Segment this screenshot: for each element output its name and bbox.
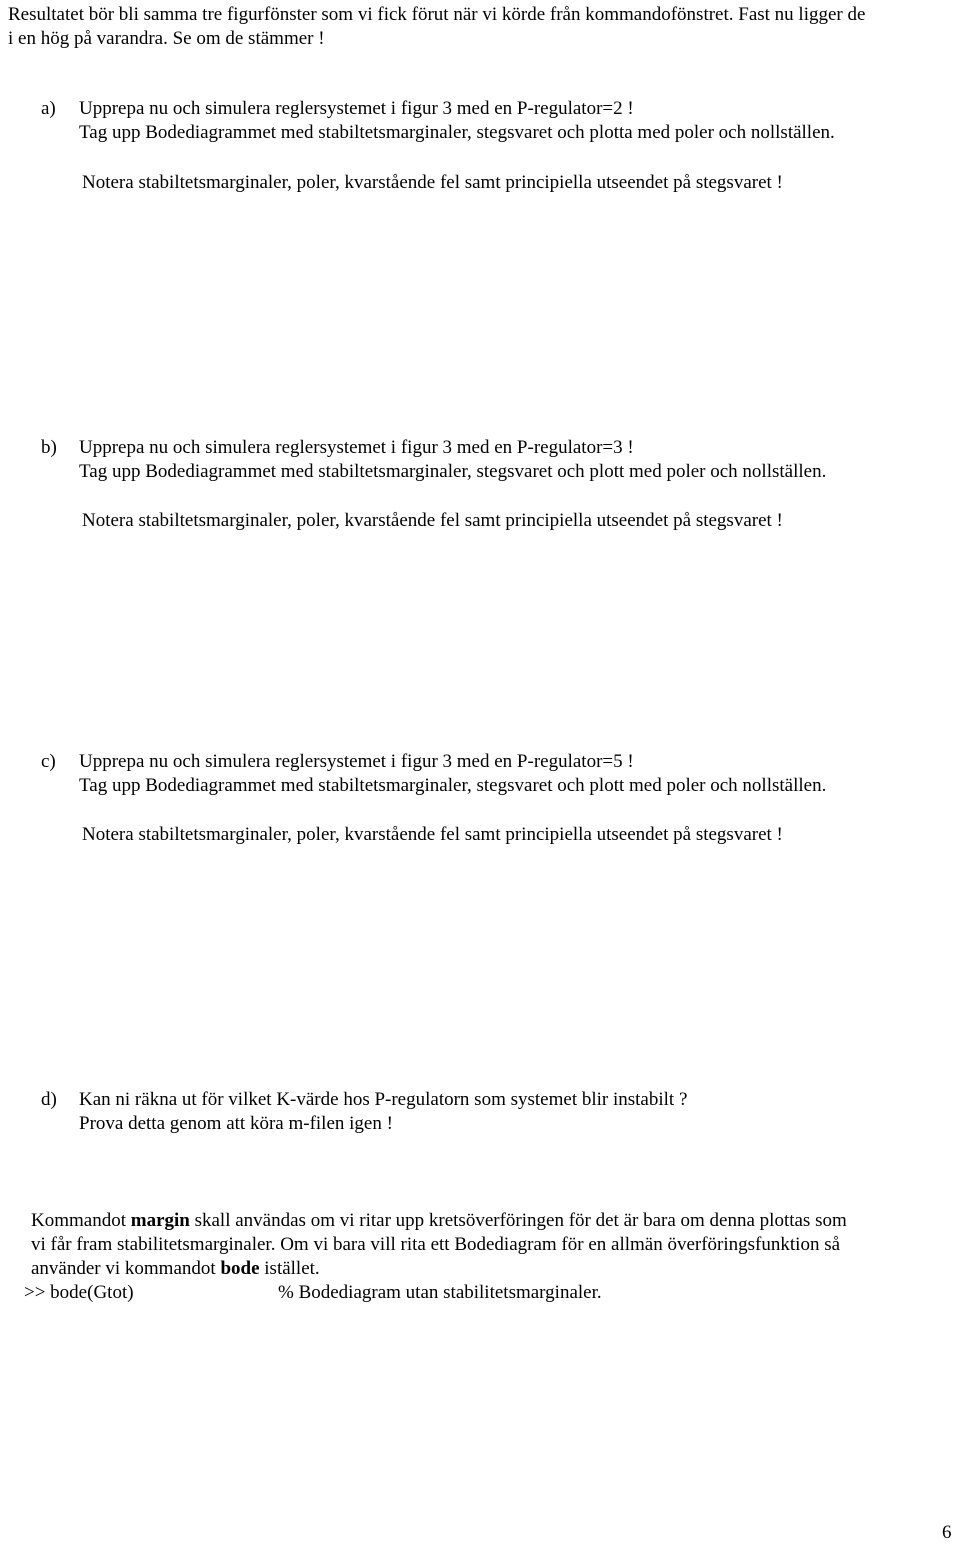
intro-line-1: Resultatet bör bli samma tre figurfönster som vi fick förut när vi körde från kommandofönstret. Fast nu ligger de	[8, 4, 866, 25]
task-b-line-1: Upprepa nu och simulera reglersystemet i figur 3 med en P-regulator=3 !	[79, 437, 634, 458]
task-a-line-1: Upprepa nu och simulera reglersystemet i figur 3 med en P-regulator=2 !	[79, 98, 634, 119]
task-a-label: a)	[41, 98, 56, 119]
page-number: 6	[942, 1522, 952, 1543]
task-c-note: Notera stabiltetsmarginaler, poler, kvarstående fel samt principiella utseendet på stegsvaret !	[82, 824, 783, 845]
footer-line-2: vi får fram stabilitetsmarginaler. Om vi bara vill rita ett Bodediagram för en allmän överföringsfunktion så	[31, 1234, 841, 1255]
footer-text: skall användas om vi ritar upp kretsöverföringen för det är bara om denna plottas som	[189, 1210, 847, 1231]
footer-text: istället.	[259, 1258, 320, 1279]
command-comment: % Bodediagram utan stabilitetsmarginaler.	[278, 1282, 602, 1303]
task-d-label: d)	[41, 1089, 57, 1110]
footer-text: Kommandot	[31, 1210, 131, 1231]
task-b-note: Notera stabiltetsmarginaler, poler, kvarstående fel samt principiella utseendet på stegsvaret !	[82, 510, 783, 531]
task-c-line-1: Upprepa nu och simulera reglersystemet i figur 3 med en P-regulator=5 !	[79, 751, 634, 772]
intro-line-2: i en hög på varandra. Se om de stämmer !	[8, 28, 325, 49]
task-b-label: b)	[41, 437, 57, 458]
task-c-line-2: Tag upp Bodediagrammet med stabiltetsmarginaler, stegsvaret och plott med poler och nollställen.	[79, 775, 827, 796]
task-c-label: c)	[41, 751, 56, 772]
footer-line-1	[31, 1210, 847, 1232]
task-a-line-2: Tag upp Bodediagrammet med stabiltetsmarginaler, stegsvaret och plotta med poler och nollställen.	[79, 122, 835, 143]
bode-keyword: bode	[220, 1258, 260, 1279]
footer-text: använder vi kommandot	[31, 1258, 221, 1279]
task-b-line-2: Tag upp Bodediagrammet med stabiltetsmarginaler, stegsvaret och plott med poler och nollställen.	[79, 461, 827, 482]
margin-keyword: margin	[130, 1210, 190, 1231]
command-line: >> bode(Gtot)	[24, 1282, 134, 1303]
task-d-line-1: Kan ni räkna ut för vilket K-värde hos P-regulatorn som systemet blir instabilt ?	[79, 1089, 688, 1110]
footer-line-3	[31, 1258, 320, 1280]
task-a-note: Notera stabiltetsmarginaler, poler, kvarstående fel samt principiella utseendet på stegsvaret !	[82, 172, 783, 193]
task-d-line-2: Prova detta genom att köra m-filen igen !	[79, 1113, 393, 1134]
